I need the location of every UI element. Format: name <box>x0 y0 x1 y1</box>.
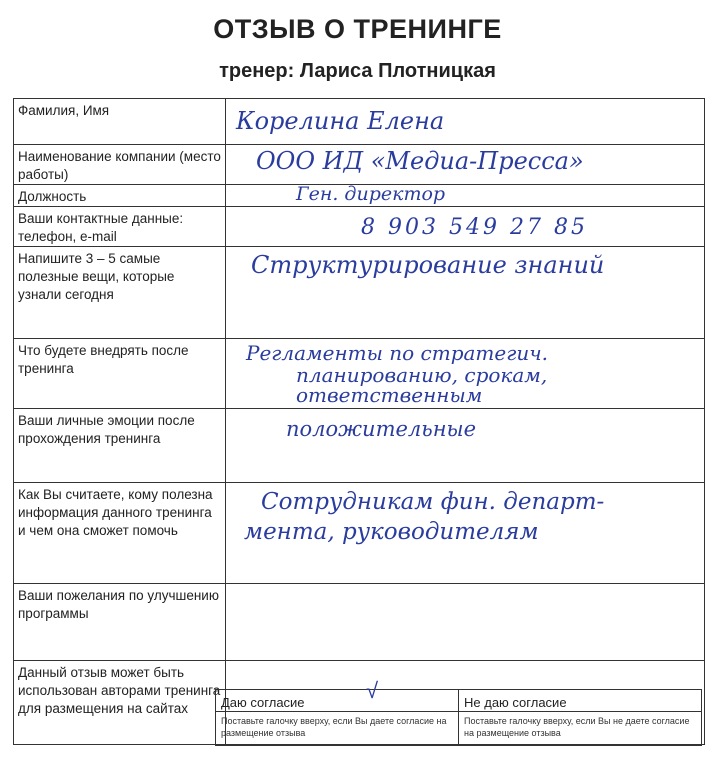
handwritten-answer: ответственным <box>296 383 483 407</box>
agree-label: Даю согласие <box>216 690 458 712</box>
table-row <box>14 483 705 584</box>
answer-cell[interactable] <box>226 185 705 207</box>
row-label: Что будете внедрять после тренинга <box>14 339 226 409</box>
handwritten-answer: положительные <box>286 417 477 441</box>
feedback-table <box>13 98 705 745</box>
table-row <box>14 185 705 207</box>
handwritten-answer: планированию, срокам, <box>296 363 548 387</box>
handwritten-answer: Регламенты по стратегич. <box>246 341 549 365</box>
row-label: Ваши контактные данные: телефон, e-mail <box>14 207 226 247</box>
form-subtitle: тренер: Лариса Плотницкая <box>219 60 496 82</box>
handwritten-answer: Структурирование знаний <box>251 251 605 279</box>
row-label: Должность <box>14 185 226 207</box>
checkmark-icon: √ <box>366 678 379 703</box>
table-row <box>14 409 705 483</box>
disagree-label: Не даю согласие <box>459 690 701 712</box>
answer-cell[interactable] <box>226 584 705 661</box>
row-label: Как Вы считаете, кому полезна информация данного тренинга и чем она сможет помочь <box>14 483 226 584</box>
table-row <box>14 247 705 339</box>
row-label: Фамилия, Имя <box>14 99 226 145</box>
consent-agree[interactable] <box>216 678 458 745</box>
table-row <box>14 339 705 409</box>
handwritten-answer: Корелина Елена <box>236 107 445 135</box>
answer-cell[interactable] <box>226 207 705 247</box>
answer-cell[interactable] <box>226 145 705 185</box>
answer-cell[interactable] <box>226 483 705 584</box>
consent-box <box>215 678 702 746</box>
row-label: Данный отзыв может быть использован авторами тренинга для размещения на сайтах <box>14 661 226 745</box>
consent-disagree[interactable] <box>458 690 701 745</box>
row-label: Ваши пожелания по улучшению программы <box>14 584 226 661</box>
handwritten-answer: Ген. директор <box>296 183 446 205</box>
table-row <box>14 145 705 185</box>
table-row <box>14 584 705 661</box>
handwritten-answer: мента, руководителям <box>244 519 539 545</box>
handwritten-answer: Сотрудникам фин. департ- <box>261 489 605 515</box>
table-row <box>14 99 705 145</box>
row-label: Ваши личные эмоции после прохождения тренинга <box>14 409 226 483</box>
handwritten-answer: 8 903 549 27 85 <box>361 215 588 240</box>
form-title: ОТЗЫВ О ТРЕНИНГЕ <box>213 14 502 44</box>
table-row <box>14 207 705 247</box>
handwritten-answer: ООО ИД «Медиа-Пресса» <box>256 147 584 175</box>
row-label: Напишите 3 – 5 самые полезные вещи, которые узнали сегодня <box>14 247 226 339</box>
disagree-note: Поставьте галочку вверху, если Вы не даете согласие на размещение отзыва <box>464 716 690 738</box>
answer-cell[interactable] <box>226 99 705 145</box>
row-label: Наименование компании (место работы) <box>14 145 226 185</box>
answer-cell[interactable] <box>226 409 705 483</box>
answer-cell[interactable] <box>226 339 705 409</box>
agree-note: Поставьте галочку вверху, если Вы даете согласие на размещение отзыва <box>221 716 447 738</box>
answer-cell[interactable] <box>226 247 705 339</box>
